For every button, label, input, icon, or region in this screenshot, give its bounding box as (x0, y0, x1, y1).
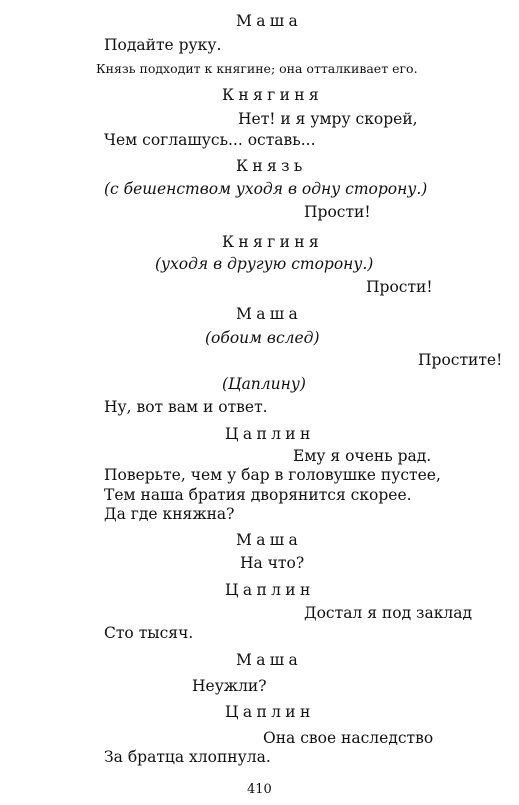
dialogue-line: Сто тысяч. (104, 624, 194, 642)
dialogue-line: Ну, вот вам и ответ. (104, 398, 268, 416)
speaker-name: Маша (236, 305, 303, 323)
dialogue-line: Тем наша братия дворянится скорее. (104, 486, 412, 504)
stage-direction: (уходя в другую сторону.) (155, 255, 374, 273)
speaker-name: Князь (236, 157, 307, 175)
speaker-name: Маша (236, 651, 303, 669)
stage-direction: (обоим вслед) (205, 329, 320, 347)
dialogue-line: Прости! (304, 203, 371, 221)
dialogue-line: Достал я под заклад (304, 604, 473, 622)
dialogue-line: Она свое наследство (263, 729, 434, 747)
dialogue-line: Да где княжна? (104, 505, 235, 523)
speaker-name: Маша (236, 531, 303, 549)
dialogue-line: Чем соглашусь... оставь... (104, 131, 316, 149)
speaker-name: Княгиня (222, 233, 324, 251)
dialogue-line: Простите! (418, 351, 503, 369)
speaker-name: Цаплин (225, 425, 315, 443)
stage-direction: Князь подходит к княгине; она отталкивает его. (96, 61, 418, 76)
dialogue-line: Неужли? (192, 677, 267, 695)
page-number: 410 (247, 782, 272, 797)
speaker-name: Цаплин (225, 581, 315, 599)
speaker-name: Маша (236, 12, 303, 30)
speaker-name: Княгиня (222, 86, 324, 104)
dialogue-line: За братца хлопнула. (104, 748, 271, 766)
dialogue-line: Ему я очень рад. (293, 447, 432, 465)
dialogue-line: На что? (240, 554, 305, 572)
speaker-name: Цаплин (225, 703, 315, 721)
stage-direction: (с бешенством уходя в одну сторону.) (104, 180, 428, 198)
dialogue-line: Прости! (366, 278, 433, 296)
dialogue-line: Поверьте, чем у бар в головушке пустее, (104, 466, 441, 484)
dialogue-line: Нет! и я умру скорей, (238, 110, 418, 128)
stage-direction: (Цаплину) (222, 375, 306, 393)
dialogue-line: Подайте руку. (104, 36, 222, 54)
